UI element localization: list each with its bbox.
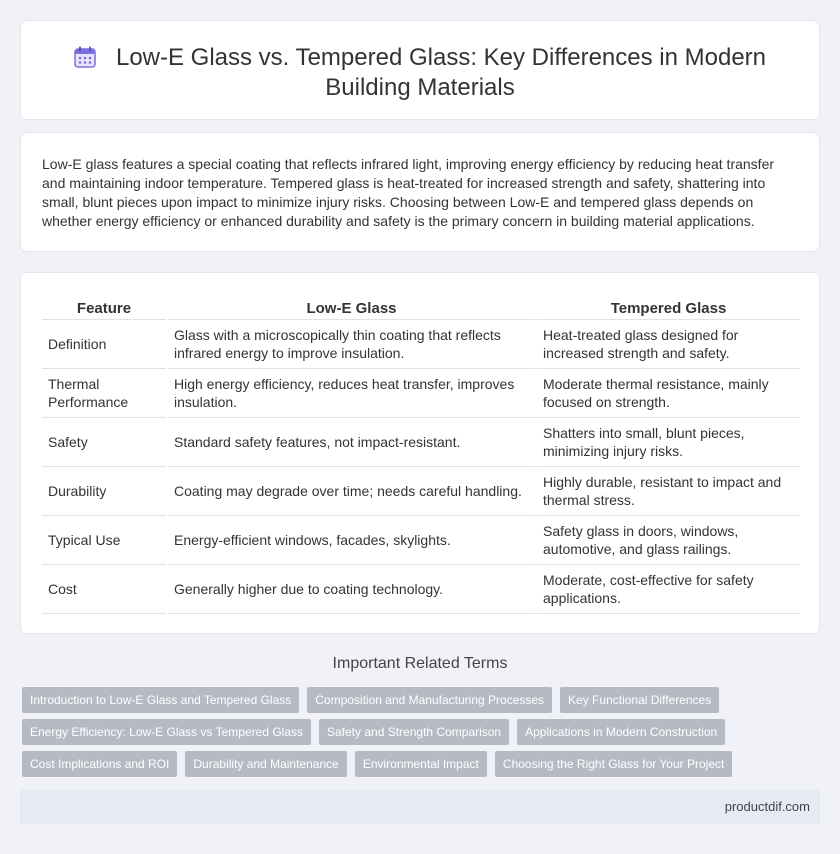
- low-e-cell: Coating may degrade over time; needs careful handling.: [167, 466, 536, 515]
- tempered-cell: Moderate thermal resistance, mainly focused on strength.: [536, 368, 800, 417]
- related-term-tag[interactable]: Key Functional Differences: [560, 687, 719, 713]
- tempered-cell: Highly durable, resistant to impact and thermal stress.: [536, 466, 800, 515]
- tempered-cell: Safety glass in doors, windows, automotive, and glass railings.: [536, 515, 800, 564]
- table-row: [42, 564, 800, 613]
- calendar-icon: [74, 46, 96, 68]
- table-row: [42, 515, 800, 564]
- table-row: [42, 368, 800, 417]
- table-row: [42, 466, 800, 515]
- low-e-cell: High energy efficiency, reduces heat transfer, improves insulation.: [167, 368, 536, 417]
- feature-cell: Cost: [42, 564, 167, 613]
- footer-site-name[interactable]: productdif.com: [724, 799, 810, 814]
- tempered-cell: Shatters into small, blunt pieces, minimizing injury risks.: [536, 417, 800, 466]
- related-term-tag[interactable]: Introduction to Low-E Glass and Tempered Glass: [22, 687, 299, 713]
- column-header-low-e: Low-E Glass: [167, 295, 536, 319]
- tempered-cell: Moderate, cost-effective for safety applications.: [536, 564, 800, 613]
- related-term-tag[interactable]: Cost Implications and ROI: [22, 751, 177, 777]
- feature-cell: Typical Use: [42, 515, 167, 564]
- tag-row: [22, 687, 822, 713]
- low-e-cell: Generally higher due to coating technology.: [167, 564, 536, 613]
- low-e-cell: Glass with a microscopically thin coating that reflects infrared energy to improve insulation.: [167, 319, 536, 368]
- page-title-wrap: [21, 43, 819, 103]
- page-title: Low-E Glass vs. Tempered Glass: Key Differences in Modern Building Materials: [115, 44, 767, 101]
- related-terms-list: [22, 687, 822, 783]
- feature-cell: Safety: [42, 417, 167, 466]
- tempered-cell: Heat-treated glass designed for increased strength and safety.: [536, 319, 800, 368]
- related-terms-heading: Important Related Terms: [332, 655, 508, 672]
- intro-card: [20, 132, 820, 252]
- tag-row: [22, 751, 822, 777]
- table-header-row: [42, 295, 800, 319]
- low-e-cell: Standard safety features, not impact-resistant.: [167, 417, 536, 466]
- feature-cell: Thermal Performance: [42, 368, 167, 417]
- comparison-table: [42, 295, 800, 614]
- feature-cell: Definition: [42, 319, 167, 368]
- related-term-tag[interactable]: Choosing the Right Glass for Your Project: [495, 751, 732, 777]
- intro-paragraph: Low-E glass features a special coating that reflects infrared light, improving energy efficiency by reducing heat transfer and maintaining indoor temperature. Tempered glass is heat-treated for increased strength and safety, shattering into small, blunt pieces upon impact to minimize injury risks. Choosing between Low-E and tempered glass depends on whether energy efficiency or enhanced durability and safety is the primary concern in building material applications.: [42, 156, 775, 229]
- column-header-tempered: Tempered Glass: [536, 295, 800, 319]
- footer: [20, 790, 820, 824]
- header-card: [20, 20, 820, 120]
- related-term-tag[interactable]: Durability and Maintenance: [185, 751, 346, 777]
- related-term-tag[interactable]: Composition and Manufacturing Processes: [307, 687, 552, 713]
- table-row: [42, 319, 800, 368]
- related-term-tag[interactable]: Applications in Modern Construction: [517, 719, 725, 745]
- feature-cell: Durability: [42, 466, 167, 515]
- related-term-tag[interactable]: Safety and Strength Comparison: [319, 719, 509, 745]
- low-e-cell: Energy-efficient windows, facades, skylights.: [167, 515, 536, 564]
- table-row: [42, 417, 800, 466]
- related-term-tag[interactable]: Energy Efficiency: Low-E Glass vs Tempered Glass: [22, 719, 311, 745]
- tag-row: [22, 719, 822, 745]
- column-header-feature: Feature: [42, 295, 167, 319]
- comparison-table-card: [20, 272, 820, 634]
- related-term-tag[interactable]: Environmental Impact: [355, 751, 487, 777]
